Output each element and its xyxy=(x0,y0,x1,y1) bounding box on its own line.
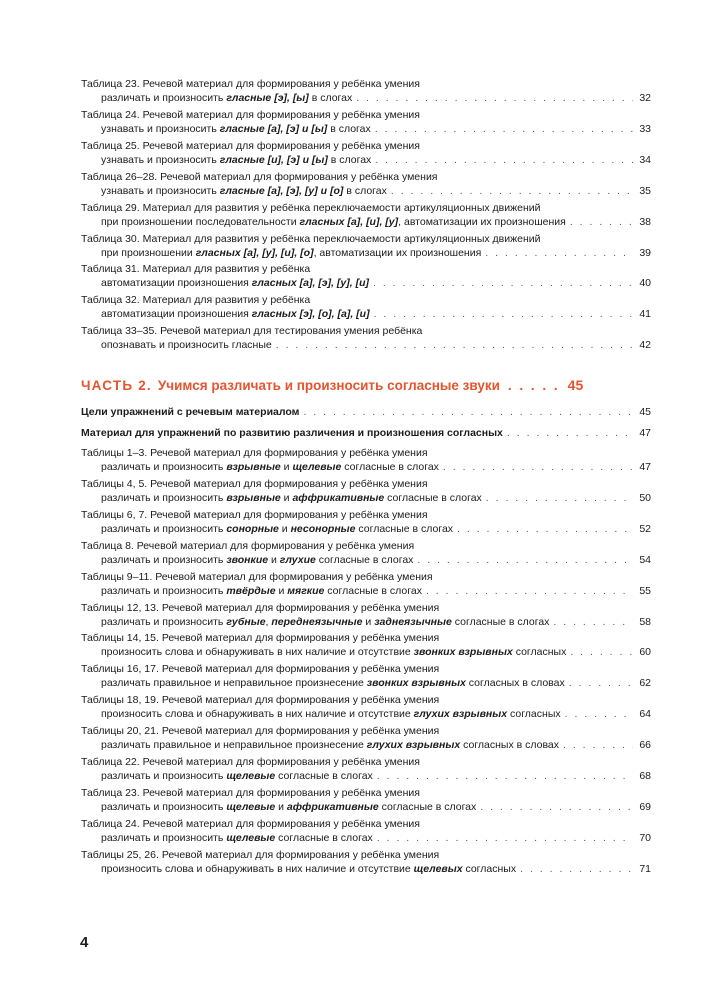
emphasized-term: щелевые xyxy=(292,461,342,473)
description-text: согласные в слогах xyxy=(275,831,373,844)
leader-dots xyxy=(356,91,633,105)
description-text: в слогах xyxy=(327,153,372,166)
toc-page-number: 60 xyxy=(639,646,651,659)
description-text: согласных xyxy=(507,708,561,721)
emphasized-term: звонких взрывных xyxy=(413,646,513,659)
toc-entry-title: Таблицы 14, 15. Речевой материал для формирования у ребёнка умения xyxy=(81,632,440,645)
description-text: , xyxy=(265,615,272,628)
toc-entry-line xyxy=(81,184,651,198)
toc-entry-description xyxy=(101,215,566,229)
toc-entry-line xyxy=(81,153,651,167)
toc-page-number: 45 xyxy=(639,406,651,418)
toc-entry-line xyxy=(81,246,651,260)
emphasized-term: губные xyxy=(226,615,266,628)
emphasized-term: мягкие xyxy=(287,584,325,597)
toc-entry-title: Таблицы 4, 5. Речевой материал для формирования у ребёнка умения xyxy=(81,477,428,490)
toc-entry-description xyxy=(101,491,482,505)
toc-entry xyxy=(81,477,651,505)
leader-dots xyxy=(373,276,633,290)
leader-dots xyxy=(391,184,633,198)
toc-entry xyxy=(81,817,651,845)
emphasized-term: щелевые xyxy=(226,831,276,844)
description-text: различать и произносить xyxy=(101,92,227,104)
leader-dots xyxy=(457,522,633,536)
toc-page-number: 55 xyxy=(639,584,651,597)
toc-entry-description xyxy=(101,122,371,136)
toc-entry-title: Таблица 24. Речевой материал для формирования у ребёнка умения xyxy=(81,108,420,121)
description-text: согласные в слогах xyxy=(341,461,439,473)
toc-page-number: 35 xyxy=(639,184,651,197)
toc-entry-description xyxy=(101,707,561,721)
toc-entry-description xyxy=(101,246,481,260)
description-text: произносить слова и обнаруживать в них наличие и отсутствие xyxy=(101,646,414,659)
description-text: согласные в слогах xyxy=(275,770,373,782)
toc-entry-title: Таблица 23. Речевой материал для формирования у ребёнка умения xyxy=(81,78,420,90)
toc-page-number: 33 xyxy=(639,122,651,135)
description-text: согласные в слогах xyxy=(324,584,422,597)
toc-entry-title: Таблица 30. Материал для развития у ребёнка переключаемости артикуляционных движений xyxy=(81,232,541,245)
emphasized-term: несонорные xyxy=(290,522,356,535)
leader-dots xyxy=(375,153,633,167)
description-text: различать и произносить xyxy=(101,831,227,844)
emphasized-term: твёрдые xyxy=(226,584,276,597)
emphasized-term: гласные [а], [э] и [ы] xyxy=(219,122,328,135)
toc-entry-description xyxy=(101,276,369,290)
description-text: при произношении xyxy=(101,246,196,259)
toc-entry-description xyxy=(101,769,373,783)
toc-page-number: 34 xyxy=(639,153,651,166)
description-text: автоматизации произношения xyxy=(101,308,252,321)
toc-entry-line xyxy=(81,460,651,474)
toc-entry-line xyxy=(81,862,651,876)
toc-entry xyxy=(81,446,651,474)
section-heading-title: Материал для упражнений по развитию различения и произношения согласных xyxy=(81,427,503,439)
leader-dots xyxy=(565,707,633,721)
description-text: согласные в слогах xyxy=(378,800,477,813)
description-text: при произношении последовательности xyxy=(101,215,300,228)
toc-entry-title: Таблица 8. Речевой материал для формирования у ребёнка умения xyxy=(81,539,415,552)
part-page-number: 45 xyxy=(567,377,584,393)
description-text: различать и произносить xyxy=(101,461,227,473)
emphasized-term: взрывные xyxy=(226,461,281,473)
leader-dots xyxy=(520,862,633,876)
description-text: и xyxy=(280,461,293,473)
leader-dots xyxy=(443,460,633,474)
description-text: различать и произносить xyxy=(101,522,227,535)
toc-entry-description xyxy=(101,862,516,876)
leader-dots xyxy=(374,307,633,321)
toc-entry xyxy=(81,724,651,752)
toc-entry xyxy=(81,324,651,352)
toc-page-number: 66 xyxy=(639,739,651,752)
toc-entry xyxy=(81,139,651,167)
description-text: согласных в словах xyxy=(460,739,560,752)
leader-dots xyxy=(570,215,633,229)
toc-entry xyxy=(81,508,651,536)
leader-dots xyxy=(375,122,633,136)
toc-entry-description xyxy=(101,831,373,845)
section-heading-title: Цели упражнений с речевым материалом xyxy=(81,406,300,418)
description-text: различать и произносить xyxy=(101,491,227,504)
toc-entry xyxy=(81,539,651,567)
description-text: произносить слова и обнаруживать в них наличие и отсутствие xyxy=(101,708,414,721)
toc-entry-description xyxy=(101,522,453,536)
description-text: узнавать и произносить xyxy=(101,122,220,135)
description-text: в слогах xyxy=(343,184,387,197)
toc-page-number: 54 xyxy=(639,553,651,566)
toc-page-number: 47 xyxy=(639,427,651,439)
toc-entry-description xyxy=(101,615,549,629)
toc-entry-line xyxy=(81,122,651,136)
toc-entry-line xyxy=(81,338,651,352)
toc-entry-description xyxy=(101,800,476,814)
toc-entry-line xyxy=(81,91,651,105)
toc-entry-line xyxy=(81,553,651,567)
emphasized-term: щелевые xyxy=(226,770,276,782)
toc-entry-description xyxy=(101,553,413,567)
description-text: различать и произносить xyxy=(101,800,227,813)
toc-page-number: 39 xyxy=(639,246,651,259)
description-text: согласные в слогах xyxy=(451,615,550,628)
emphasized-term: гласных [а], [и], [у] xyxy=(299,215,399,228)
leader-dots xyxy=(569,676,633,690)
toc-page-number: 41 xyxy=(639,308,651,321)
part-2-heading xyxy=(81,377,651,393)
emphasized-term: щелевых xyxy=(413,862,463,875)
toc-entry-description xyxy=(101,184,387,198)
description-text: и xyxy=(275,584,288,597)
emphasized-term: заднеязычные xyxy=(374,615,452,628)
toc-entry xyxy=(81,262,651,290)
toc-entry xyxy=(81,570,651,598)
description-text: согласных xyxy=(462,862,517,875)
toc-entry-title: Таблица 29. Материал для развития у ребёнка переключаемости артикуляционных движений xyxy=(81,201,541,214)
toc-entry-line xyxy=(81,215,651,229)
toc-page-number: 32 xyxy=(639,92,651,104)
toc-entry-title: Таблица 32. Материал для развития у ребёнка xyxy=(81,294,311,307)
toc-entry xyxy=(81,848,651,876)
toc-entry xyxy=(81,293,651,321)
toc-entry xyxy=(81,786,651,814)
toc-entry-title: Таблицы 25, 26. Речевой материал для формирования у ребёнка умения xyxy=(81,848,440,861)
description-text: и xyxy=(280,491,293,504)
leader-dots xyxy=(553,615,633,629)
toc-entry-line xyxy=(81,522,651,536)
toc-entry-description xyxy=(101,676,565,690)
description-text: различать и произносить xyxy=(101,770,227,782)
emphasized-term: взрывные xyxy=(226,491,281,504)
toc-entry xyxy=(81,693,651,721)
toc-entry-title: Таблицы 12, 13. Речевой материал для формирования у ребёнка умения xyxy=(81,601,440,614)
toc-entry-title: Таблицы 16, 17. Речевой материал для формирования у ребёнка умения xyxy=(81,663,440,676)
toc-entry xyxy=(81,108,651,136)
part-leader-dots: . . . . . xyxy=(507,378,560,393)
toc-entry xyxy=(81,755,651,783)
description-text: согласные в слогах xyxy=(315,553,414,566)
toc-entry-description xyxy=(101,584,422,598)
leader-dots xyxy=(486,491,633,505)
toc-entry-description xyxy=(101,738,559,752)
toc-entry-description xyxy=(101,153,371,167)
leader-dots xyxy=(303,405,633,419)
toc-entry-description xyxy=(101,460,439,474)
toc-entry-description xyxy=(101,645,566,659)
toc-entry-line xyxy=(81,707,651,721)
emphasized-term: звонких взрывных xyxy=(366,677,466,690)
description-text: произносить слова и обнаруживать в них наличие и отсутствие xyxy=(101,862,414,875)
toc-entry-title: Таблицы 6, 7. Речевой материал для формирования у ребёнка умения xyxy=(81,508,428,521)
toc-page-number: 42 xyxy=(639,339,651,352)
description-text: согласных xyxy=(512,646,567,659)
toc-entry-line xyxy=(81,676,651,690)
description-text: различать правильное и неправильное произнесение xyxy=(101,739,367,752)
toc-section-heading xyxy=(81,405,651,419)
toc-page-number: 40 xyxy=(639,277,651,290)
description-text: в слогах xyxy=(327,122,371,135)
emphasized-term: глухие xyxy=(279,553,316,566)
toc-entry-line xyxy=(81,615,651,629)
leader-dots xyxy=(570,645,633,659)
toc-entry-line xyxy=(81,645,651,659)
toc-section-heading xyxy=(81,426,651,440)
emphasized-term: гласные [э], [ы] xyxy=(226,92,309,104)
description-text: узнавать и произносить xyxy=(101,153,220,166)
leader-dots xyxy=(480,800,633,814)
toc-entry-line xyxy=(81,738,651,752)
toc-entry xyxy=(81,662,651,690)
description-text: различать и произносить xyxy=(101,615,227,628)
toc-entry xyxy=(81,601,651,629)
toc-entry-title: Таблица 25. Речевой материал для формирования у ребёнка умения xyxy=(81,139,420,152)
toc-entry-title: Таблица 23. Речевой материал для формирования у ребёнка умения xyxy=(81,786,420,799)
description-text: автоматизации произношения xyxy=(101,277,252,290)
description-text: различать и произносить xyxy=(101,553,227,566)
toc-page-number: 68 xyxy=(639,770,651,782)
description-text: и xyxy=(362,615,375,628)
description-text: опознавать и произносить гласные xyxy=(101,339,272,352)
toc-entry xyxy=(81,232,651,260)
emphasized-term: гласные [а], [э], [у] и [о] xyxy=(219,184,344,197)
toc-entry-title: Таблицы 1–3. Речевой материал для формирования у ребёнка умения xyxy=(81,447,428,459)
emphasized-term: глухих взрывных xyxy=(366,739,461,752)
toc-entry-title: Таблицы 18, 19. Речевой материал для формирования у ребёнка умения xyxy=(81,694,440,707)
emphasized-term: переднеязычные xyxy=(271,615,363,628)
leader-dots xyxy=(485,246,633,260)
description-text: и xyxy=(278,522,291,535)
toc-page-number: 38 xyxy=(639,215,651,228)
toc-entry-title: Таблицы 20, 21. Речевой материал для формирования у ребёнка умения xyxy=(81,725,440,738)
toc-entry-title: Таблица 33–35. Речевой материал для тестирования умения ребёнка xyxy=(81,325,423,338)
emphasized-term: гласные [и], [э] и [ы] xyxy=(219,153,328,166)
toc-entry-title: Таблица 22. Речевой материал для формирования у ребёнка умения xyxy=(81,756,420,768)
toc-entry-line xyxy=(81,584,651,598)
leader-dots xyxy=(377,831,633,845)
description-text: различать правильное и неправильное произнесение xyxy=(101,677,367,690)
toc-entry-line xyxy=(81,276,651,290)
toc-entry-title: Таблицы 9–11. Речевой материал для формирования у ребёнка умения xyxy=(81,570,433,583)
toc-page-number: 58 xyxy=(639,615,651,628)
page-number: 4 xyxy=(80,934,89,951)
description-text: узнавать и произносить xyxy=(101,184,220,197)
toc-entry xyxy=(81,170,651,198)
emphasized-term: аффрикативные xyxy=(292,491,385,504)
description-text: согласные в слогах xyxy=(355,522,454,535)
toc-entry xyxy=(81,201,651,229)
leader-dots xyxy=(426,584,633,598)
part-label: ЧАСТЬ 2. xyxy=(81,378,152,393)
description-text: и xyxy=(268,553,280,566)
toc-entry-description xyxy=(101,91,352,105)
description-text: согласные в слогах xyxy=(384,491,482,504)
description-text: , автоматизации их произношения xyxy=(313,246,482,259)
toc-page-number: 50 xyxy=(639,491,651,504)
toc-page-number: 47 xyxy=(639,461,651,473)
leader-dots xyxy=(563,738,633,752)
description-text: и xyxy=(275,800,287,813)
toc-page-number: 64 xyxy=(639,708,651,721)
leader-dots xyxy=(507,426,633,440)
emphasized-term: звонкие xyxy=(226,553,269,566)
description-text: различать и произносить xyxy=(101,584,227,597)
description-text: , автоматизации их произношения xyxy=(398,215,566,228)
emphasized-term: гласных [а], [у], [и], [о] xyxy=(195,246,314,259)
toc-entry xyxy=(81,77,651,105)
toc-entry xyxy=(81,631,651,659)
leader-dots xyxy=(276,338,633,352)
part-title: Учимся различать и произносить согласные звуки xyxy=(157,378,500,393)
toc-entry-title: Таблица 24. Речевой материал для формирования у ребёнка умения xyxy=(81,817,420,830)
toc-entry-line xyxy=(81,831,651,845)
emphasized-term: гласных [э], [о], [а], [и] xyxy=(251,308,370,321)
emphasized-term: глухих взрывных xyxy=(413,708,508,721)
toc-page-number: 70 xyxy=(639,831,651,844)
toc-entry-line xyxy=(81,491,651,505)
description-text: согласных в словах xyxy=(465,677,565,690)
toc-entry-description xyxy=(101,307,370,321)
description-text: в слогах xyxy=(308,92,353,104)
emphasized-term: сонорные xyxy=(226,522,279,535)
toc-page-number: 52 xyxy=(639,522,651,535)
emphasized-term: аффрикативные xyxy=(286,800,379,813)
toc-entry-line xyxy=(81,307,651,321)
leader-dots xyxy=(377,769,633,783)
emphasized-term: щелевые xyxy=(226,800,276,813)
leader-dots xyxy=(417,553,633,567)
toc-page-number: 69 xyxy=(639,800,651,813)
emphasized-term: гласных [а], [э], [у], [и] xyxy=(251,277,369,290)
toc-page-number: 71 xyxy=(639,862,651,875)
toc-entry-description xyxy=(101,338,272,352)
toc-entry-line xyxy=(81,800,651,814)
toc-entry-title: Таблица 26–28. Речевой материал для формирования у ребёнка умения xyxy=(81,170,438,183)
toc-page-number: 62 xyxy=(639,677,651,690)
toc-entry-line xyxy=(81,769,651,783)
toc-entry-title: Таблица 31. Материал для развития у ребёнка xyxy=(81,263,311,276)
